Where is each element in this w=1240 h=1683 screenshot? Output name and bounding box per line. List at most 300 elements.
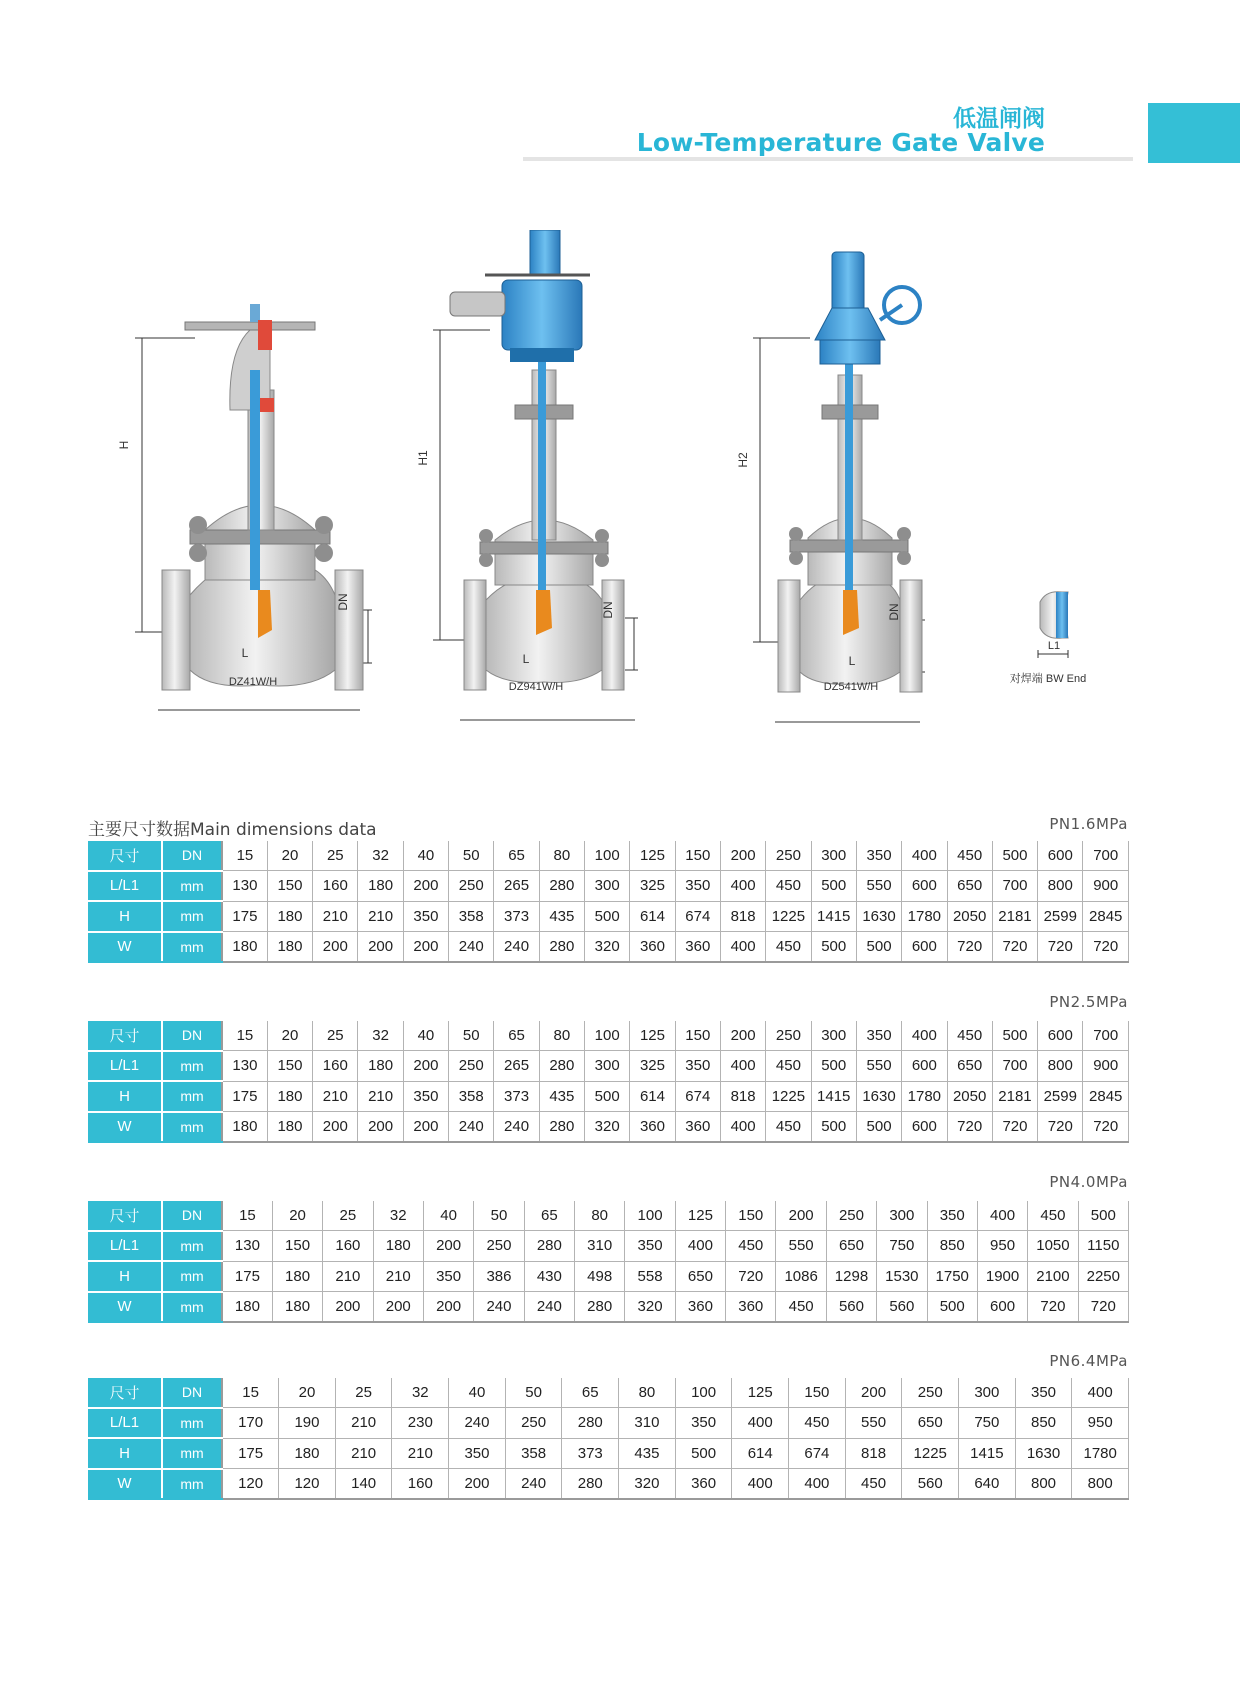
table-cell: 720 — [947, 932, 992, 963]
valve3-l-label: L — [848, 654, 856, 668]
table-cell: 400 — [720, 1051, 765, 1082]
table-row — [88, 1112, 1129, 1143]
row-unit: mm — [162, 1081, 222, 1112]
table-cell: 600 — [1038, 1021, 1083, 1051]
row-label: L/L1 — [88, 1051, 162, 1082]
table-cell: 720 — [1078, 1292, 1128, 1323]
table-cell: 373 — [494, 1081, 539, 1112]
table-cell: 300 — [877, 1201, 927, 1231]
table-cell: 15 — [222, 1021, 267, 1051]
table-cell: 373 — [494, 901, 539, 932]
table-cell: 250 — [474, 1231, 524, 1262]
table-cell: 210 — [313, 1081, 358, 1112]
table-cell: 800 — [1015, 1469, 1072, 1500]
table-cell: 1630 — [1015, 1438, 1072, 1469]
table-cell: 320 — [585, 1112, 630, 1143]
table-cell: 320 — [625, 1292, 675, 1323]
page-title-en: Low-Temperature Gate Valve — [636, 128, 1045, 157]
table-cell: 175 — [222, 1261, 272, 1292]
table-cell: 320 — [585, 932, 630, 963]
table-row — [88, 871, 1129, 902]
table-cell: 240 — [494, 1112, 539, 1143]
table-row — [88, 1021, 1129, 1051]
table-cell: 250 — [766, 841, 811, 871]
dimension-table-pn40 — [88, 1201, 1129, 1323]
table-cell: 450 — [947, 1021, 992, 1051]
table-cell: 130 — [222, 1051, 267, 1082]
table-cell: 650 — [902, 1408, 959, 1439]
table-row — [88, 1051, 1129, 1082]
table-cell: 210 — [373, 1261, 423, 1292]
table-cell: 360 — [675, 932, 720, 963]
table-cell: 250 — [449, 1051, 494, 1082]
table-cell: 1780 — [902, 901, 947, 932]
table-cell: 125 — [630, 1021, 675, 1051]
table-cell: 500 — [856, 932, 901, 963]
row-unit: mm — [162, 1112, 222, 1143]
table-cell: 400 — [720, 871, 765, 902]
table-cell: 50 — [449, 841, 494, 871]
table-cell: 1415 — [811, 1081, 856, 1112]
table-cell: 200 — [449, 1469, 506, 1500]
row-unit: mm — [162, 1292, 222, 1323]
table-cell: 600 — [902, 1051, 947, 1082]
dimension-table-pn16 — [88, 841, 1129, 963]
table-cell: 350 — [423, 1261, 473, 1292]
table-cell: 150 — [272, 1231, 322, 1262]
table-cell: 15 — [222, 1378, 279, 1408]
table-cell: 720 — [1028, 1292, 1078, 1323]
table-cell: 2181 — [992, 1081, 1037, 1112]
table-cell: 20 — [272, 1201, 322, 1231]
table-cell: 700 — [992, 871, 1037, 902]
table-cell: 600 — [902, 1112, 947, 1143]
table-cell: 32 — [358, 841, 403, 871]
valve-drawings-svg — [110, 230, 1120, 740]
row-label: H — [88, 1081, 162, 1112]
table-cell: 350 — [856, 1021, 901, 1051]
table-cell: 40 — [449, 1378, 506, 1408]
row-unit: mm — [162, 1438, 222, 1469]
table-cell: 180 — [267, 1081, 312, 1112]
table-cell: 175 — [222, 1438, 279, 1469]
table-cell: 818 — [845, 1438, 902, 1469]
table-cell: 300 — [959, 1378, 1016, 1408]
table-cell: 200 — [358, 932, 403, 963]
valve2-dn-label: DN — [601, 601, 615, 619]
table-cell: 300 — [585, 1051, 630, 1082]
table-cell: 300 — [585, 871, 630, 902]
table-cell: 350 — [449, 1438, 506, 1469]
table-cell: 720 — [1038, 1112, 1083, 1143]
table-cell: 560 — [902, 1469, 959, 1500]
table-cell: 180 — [222, 1292, 272, 1323]
table-cell: 600 — [902, 932, 947, 963]
table-cell: 950 — [1072, 1408, 1129, 1439]
table-cell: 32 — [373, 1201, 423, 1231]
table-cell: 200 — [403, 871, 448, 902]
pressure-label-pn64: PN6.4MPa — [1049, 1352, 1128, 1370]
table-cell: 450 — [766, 932, 811, 963]
table-cell: 400 — [675, 1231, 725, 1262]
valve-drawings — [110, 230, 1120, 740]
table-cell: 210 — [313, 901, 358, 932]
table-cell: 1225 — [766, 901, 811, 932]
pressure-label-pn25: PN2.5MPa — [1049, 993, 1128, 1011]
row-unit: mm — [162, 1051, 222, 1082]
table-cell: 500 — [992, 841, 1037, 871]
table-cell: 1225 — [766, 1081, 811, 1112]
table-cell: 200 — [845, 1378, 902, 1408]
table-cell: 350 — [675, 1408, 732, 1439]
table-cell: 500 — [1078, 1201, 1128, 1231]
table-cell: 170 — [222, 1408, 279, 1439]
table-cell: 25 — [335, 1378, 392, 1408]
table-cell: 350 — [675, 871, 720, 902]
table-cell: 450 — [947, 841, 992, 871]
table-cell: 500 — [811, 1051, 856, 1082]
table-cell: 400 — [789, 1469, 846, 1500]
table-cell: 150 — [267, 1051, 312, 1082]
table-cell: 320 — [619, 1469, 676, 1500]
table-cell: 130 — [222, 1231, 272, 1262]
table-cell: 350 — [403, 901, 448, 932]
table-cell: 280 — [562, 1469, 619, 1500]
table-cell: 600 — [977, 1292, 1027, 1323]
table-cell: 40 — [423, 1201, 473, 1231]
table-cell: 2050 — [947, 901, 992, 932]
table-cell: 850 — [1015, 1408, 1072, 1439]
table-cell: 360 — [675, 1292, 725, 1323]
table-cell: 40 — [403, 1021, 448, 1051]
table-cell: 120 — [279, 1469, 336, 1500]
row-label: L/L1 — [88, 1231, 162, 1262]
table-cell: 150 — [267, 871, 312, 902]
row-unit: mm — [162, 901, 222, 932]
table-cell: 450 — [766, 871, 811, 902]
table-cell: 180 — [373, 1231, 423, 1262]
table-cell: 1086 — [776, 1261, 826, 1292]
table-row — [88, 901, 1129, 932]
table-cell: 550 — [856, 1051, 901, 1082]
row-unit: mm — [162, 1261, 222, 1292]
table-cell: 190 — [279, 1408, 336, 1439]
table-cell: 50 — [505, 1378, 562, 1408]
table-cell: 310 — [619, 1408, 676, 1439]
table-cell: 310 — [575, 1231, 625, 1262]
table-cell: 373 — [562, 1438, 619, 1469]
table-cell: 450 — [845, 1469, 902, 1500]
table-cell: 65 — [524, 1201, 574, 1231]
dimension-table-pn25 — [88, 1021, 1129, 1143]
table-cell: 50 — [474, 1201, 524, 1231]
table-cell: 550 — [776, 1231, 826, 1262]
table-cell: 280 — [539, 871, 584, 902]
table-cell: 210 — [358, 901, 403, 932]
table-cell: 200 — [358, 1112, 403, 1143]
table-cell: 386 — [474, 1261, 524, 1292]
table-cell: 325 — [630, 871, 675, 902]
table-cell: 500 — [856, 1112, 901, 1143]
table-cell: 200 — [776, 1201, 826, 1231]
table-cell: 720 — [992, 932, 1037, 963]
table-cell: 350 — [403, 1081, 448, 1112]
table-cell: 32 — [358, 1021, 403, 1051]
table-cell: 600 — [1038, 841, 1083, 871]
valve-dz41-drawing — [135, 304, 372, 710]
table-cell: 200 — [720, 841, 765, 871]
table-cell: 720 — [1038, 932, 1083, 963]
table-cell: 1050 — [1028, 1231, 1078, 1262]
row-unit: mm — [162, 1408, 222, 1439]
row-label: W — [88, 1469, 162, 1500]
table-cell: 200 — [423, 1231, 473, 1262]
table-cell: 1780 — [1072, 1438, 1129, 1469]
table-cell: 650 — [947, 1051, 992, 1082]
valve3-model-label: DZ541W/H — [823, 681, 879, 693]
table-cell: 250 — [902, 1378, 959, 1408]
row-label: 尺寸 — [88, 1378, 162, 1408]
table-cell: 1900 — [977, 1261, 1027, 1292]
table-cell: 360 — [675, 1112, 720, 1143]
table-cell: 250 — [826, 1201, 876, 1231]
table-cell: 1530 — [877, 1261, 927, 1292]
table-cell: 100 — [675, 1378, 732, 1408]
table-cell: 2599 — [1038, 1081, 1083, 1112]
table-cell: 25 — [323, 1201, 373, 1231]
table-cell: 435 — [619, 1438, 676, 1469]
table-cell: 250 — [505, 1408, 562, 1439]
table-cell: 300 — [811, 1021, 856, 1051]
table-cell: 900 — [1083, 1051, 1129, 1082]
row-label: W — [88, 932, 162, 963]
table-cell: 498 — [575, 1261, 625, 1292]
table-cell: 400 — [720, 932, 765, 963]
table-cell: 500 — [675, 1438, 732, 1469]
table-cell: 750 — [877, 1231, 927, 1262]
table-cell: 250 — [766, 1021, 811, 1051]
table-cell: 430 — [524, 1261, 574, 1292]
table-cell: 80 — [619, 1378, 676, 1408]
table-cell: 180 — [358, 871, 403, 902]
table-cell: 900 — [1083, 871, 1129, 902]
header-divider — [523, 157, 1133, 161]
table-cell: 265 — [494, 1051, 539, 1082]
table-cell: 175 — [222, 901, 267, 932]
pressure-label-pn16: PN1.6MPa — [1049, 815, 1128, 833]
valve3-h2-label: H2 — [736, 452, 750, 468]
table-cell: 280 — [562, 1408, 619, 1439]
table-cell: 230 — [392, 1408, 449, 1439]
table-cell: 180 — [222, 1112, 267, 1143]
table-cell: 200 — [403, 1051, 448, 1082]
table-cell: 32 — [392, 1378, 449, 1408]
table-cell: 560 — [826, 1292, 876, 1323]
table-cell: 500 — [811, 871, 856, 902]
table-cell: 1150 — [1078, 1231, 1128, 1262]
table-cell: 1225 — [902, 1438, 959, 1469]
table-cell: 180 — [267, 1112, 312, 1143]
table-cell: 400 — [720, 1112, 765, 1143]
table-cell: 175 — [222, 1081, 267, 1112]
table-cell: 150 — [726, 1201, 776, 1231]
table-cell: 358 — [505, 1438, 562, 1469]
table-cell: 210 — [335, 1438, 392, 1469]
table-cell: 210 — [392, 1438, 449, 1469]
table-cell: 80 — [539, 841, 584, 871]
table-cell: 674 — [675, 901, 720, 932]
table-cell: 150 — [675, 1021, 720, 1051]
table-row — [88, 1408, 1129, 1439]
table-row — [88, 1469, 1129, 1500]
table-cell: 720 — [947, 1112, 992, 1143]
table-cell: 500 — [811, 932, 856, 963]
bw-end-label: 对焊端 BW End — [1009, 673, 1087, 685]
table-cell: 650 — [947, 871, 992, 902]
row-label: 尺寸 — [88, 1201, 162, 1231]
table-cell: 800 — [1072, 1469, 1129, 1500]
table-cell: 25 — [313, 1021, 358, 1051]
table-cell: 80 — [539, 1021, 584, 1051]
table-cell: 435 — [539, 1081, 584, 1112]
row-unit: mm — [162, 1231, 222, 1262]
table-cell: 65 — [494, 841, 539, 871]
table-row — [88, 1292, 1129, 1323]
table-cell: 560 — [877, 1292, 927, 1323]
table-cell: 358 — [449, 1081, 494, 1112]
table-cell: 50 — [449, 1021, 494, 1051]
table-cell: 180 — [222, 932, 267, 963]
table-cell: 2250 — [1078, 1261, 1128, 1292]
table-cell: 120 — [222, 1469, 279, 1500]
table-row — [88, 1201, 1129, 1231]
table-cell: 65 — [562, 1378, 619, 1408]
table-cell: 2845 — [1083, 901, 1129, 932]
row-unit: DN — [162, 1378, 222, 1408]
table-cell: 25 — [313, 841, 358, 871]
table-cell: 200 — [423, 1292, 473, 1323]
row-label: W — [88, 1112, 162, 1143]
table-cell: 674 — [789, 1438, 846, 1469]
table-cell: 300 — [811, 841, 856, 871]
row-unit: DN — [162, 1021, 222, 1051]
row-unit: mm — [162, 1469, 222, 1500]
table-cell: 200 — [313, 1112, 358, 1143]
table-row — [88, 1438, 1129, 1469]
table-cell: 360 — [726, 1292, 776, 1323]
table-cell: 125 — [630, 841, 675, 871]
table-cell: 20 — [279, 1378, 336, 1408]
table-cell: 350 — [1015, 1378, 1072, 1408]
row-label: L/L1 — [88, 1408, 162, 1439]
table-cell: 450 — [1028, 1201, 1078, 1231]
row-label: W — [88, 1292, 162, 1323]
table-cell: 180 — [272, 1292, 322, 1323]
table-cell: 400 — [977, 1201, 1027, 1231]
table-cell: 720 — [1083, 1112, 1129, 1143]
table-cell: 435 — [539, 901, 584, 932]
table-cell: 550 — [845, 1408, 902, 1439]
row-label: 尺寸 — [88, 841, 162, 871]
table-row — [88, 1231, 1129, 1262]
valve1-model-label: DZ41W/H — [228, 676, 278, 688]
dimension-table-pn64 — [88, 1378, 1129, 1500]
valve-dz941-drawing — [433, 230, 638, 720]
row-label: L/L1 — [88, 871, 162, 902]
table-cell: 80 — [575, 1201, 625, 1231]
table-cell: 280 — [575, 1292, 625, 1323]
table-cell: 250 — [449, 871, 494, 902]
table-cell: 720 — [1083, 932, 1129, 963]
table-row — [88, 1261, 1129, 1292]
table-cell: 240 — [524, 1292, 574, 1323]
table-cell: 818 — [720, 1081, 765, 1112]
table-cell: 650 — [675, 1261, 725, 1292]
table-cell: 350 — [625, 1231, 675, 1262]
row-unit: mm — [162, 871, 222, 902]
valve3-dn-label: DN — [887, 603, 901, 621]
table-cell: 1630 — [856, 1081, 901, 1112]
table-cell: 450 — [766, 1112, 811, 1143]
table-cell: 800 — [1038, 871, 1083, 902]
table-cell: 160 — [392, 1469, 449, 1500]
table-cell: 600 — [902, 871, 947, 902]
table-cell: 700 — [1083, 841, 1129, 871]
table-cell: 280 — [539, 1112, 584, 1143]
table-cell: 280 — [539, 1051, 584, 1082]
table-cell: 1630 — [856, 901, 901, 932]
table-cell: 160 — [323, 1231, 373, 1262]
table-cell: 614 — [732, 1438, 789, 1469]
row-label: H — [88, 1438, 162, 1469]
table-cell: 150 — [789, 1378, 846, 1408]
table-cell: 950 — [977, 1231, 1027, 1262]
valve1-h-label: H — [117, 440, 131, 450]
table-cell: 2100 — [1028, 1261, 1078, 1292]
table-cell: 650 — [826, 1231, 876, 1262]
table-cell: 100 — [625, 1201, 675, 1231]
row-label: H — [88, 901, 162, 932]
table-cell: 240 — [494, 932, 539, 963]
table-cell: 350 — [927, 1201, 977, 1231]
table-cell: 350 — [856, 841, 901, 871]
table-cell: 400 — [1072, 1378, 1129, 1408]
table-cell: 360 — [630, 932, 675, 963]
table-cell: 800 — [1038, 1051, 1083, 1082]
table-cell: 700 — [992, 1051, 1037, 1082]
table-cell: 180 — [358, 1051, 403, 1082]
table-cell: 550 — [856, 871, 901, 902]
table-cell: 280 — [524, 1231, 574, 1262]
table-cell: 450 — [776, 1292, 826, 1323]
table-cell: 640 — [959, 1469, 1016, 1500]
section-title: 主要尺寸数据Main dimensions data — [88, 820, 377, 840]
table-cell: 180 — [272, 1261, 322, 1292]
table-cell: 360 — [675, 1469, 732, 1500]
valve2-h1-label: H1 — [416, 450, 430, 466]
table-cell: 325 — [630, 1051, 675, 1082]
table-row — [88, 841, 1129, 871]
table-cell: 450 — [766, 1051, 811, 1082]
table-cell: 2845 — [1083, 1081, 1129, 1112]
table-cell: 20 — [267, 1021, 312, 1051]
row-label: H — [88, 1261, 162, 1292]
table-cell: 720 — [726, 1261, 776, 1292]
page-title-zh: 低温闸阀 — [953, 106, 1045, 132]
table-cell: 1750 — [927, 1261, 977, 1292]
table-cell: 500 — [585, 1081, 630, 1112]
table-cell: 150 — [675, 841, 720, 871]
